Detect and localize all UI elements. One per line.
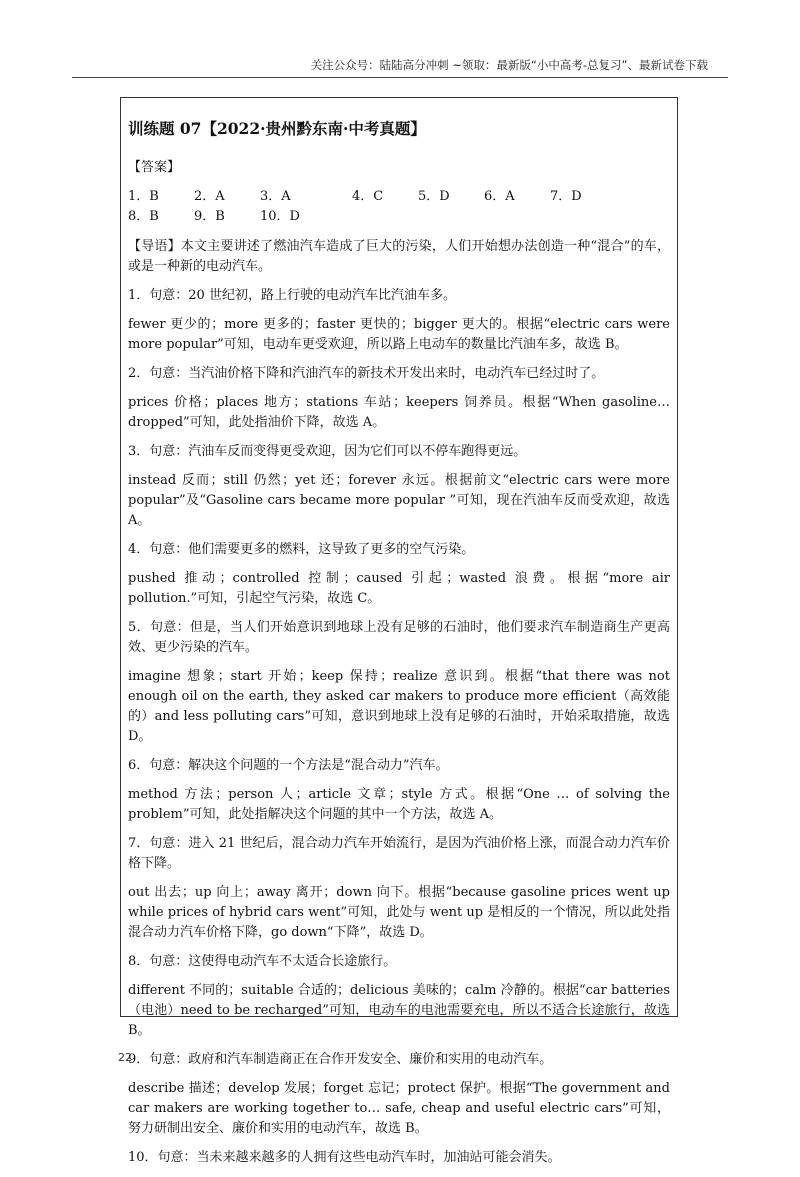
explanation-paragraph: 3．句意：汽油车反而变得更受欢迎，因为它们可以不停车跑得更远。 <box>128 444 527 459</box>
explanation-paragraph: out 出去；up 向上；away 离开；down 向下。根据“because gasoline prices went up while prices of hybrid cars went”可知，此处与 went up 是相反的一个情况，所以此处指混合动力汽车价格下降，go down“下降”，故选 D。 <box>128 885 670 940</box>
explanation-paragraph: 6．句意：解决这个问题的一个方法是“混合动力”汽车。 <box>128 758 449 773</box>
main-content <box>128 116 670 1177</box>
explanation-paragraph: method 方法；person 人；article 文章；style 方式。根据“One … of solving the problem”可知，此处指解决这个问题的其中一个方法，故选 A。 <box>128 787 670 822</box>
answer-item: 4．C <box>352 189 384 204</box>
header-divider <box>72 77 728 78</box>
explanation-paragraph: 9．句意：政府和汽车制造商正在合作开发安全、廉价和实用的电动汽车。 <box>128 1052 553 1067</box>
explanation-paragraph: describe 描述；develop 发展；forget 忘记；protect 保护。根据“The government and car makers are working together to… safe, cheap and useful electric cars”可知，努力研制出安全、廉价和实用的电动汽车，故选 B。 <box>128 1081 670 1136</box>
answer-item: 9．B <box>194 209 225 224</box>
answer-item: 7．D <box>550 189 582 204</box>
answer-item: 8．B <box>128 209 159 224</box>
answer-item: 1．B <box>128 189 159 204</box>
explanation-paragraph: 1．句意：20 世纪初，路上行驶的电动汽车比汽油车多。 <box>128 288 456 303</box>
explanation-paragraph: 8．句意：这使得电动汽车不太适合长途旅行。 <box>128 954 397 969</box>
answer-item: 10．D <box>260 209 300 224</box>
answer-item: 6．A <box>484 189 515 204</box>
explanation-paragraph: fewer 更少的；more 更多的；faster 更快的；bigger 更大的。根据“electric cars were more popular”可知，电动车更受欢迎，所以路上电动车的数量比汽油车多，故选 B。 <box>128 317 670 352</box>
explanation-paragraph: prices 价格；places 地方；stations 车站；keepers 饲养员。根据“When gasoline… dropped”可知，此处指油价下降，故选 A。 <box>128 395 670 430</box>
explanation-paragraph: different 不同的；suitable 合适的；delicious 美味的；calm 冷静的。根据“car batteries（电池）need to be recharged”可知，电动车的电池需要充电，所以不适合长途旅行，故选 B。 <box>128 983 670 1038</box>
answer-item: 5．D <box>418 189 450 204</box>
answer-label: 【答案】 <box>128 160 181 175</box>
explanation-paragraph: instead 反而；still 仍然；yet 还；forever 永远。根据前文“electric cars were more popular”及“Gasoline cars became more popular ”可知，现在汽油车反而受欢迎，故选 A。 <box>128 473 670 528</box>
answer-list <box>128 187 670 227</box>
page-title: 训练题 07【2022·贵州黔东南·中考真题】 <box>128 119 426 138</box>
explanation-paragraph: imagine 想象；start 开始；keep 保持；realize 意识到。根据“that there was not enough oil on the earth, they asked car makers to produce more efficient（高效能的）and less polluting cars”可知，意识到地球上没有足够的石油时，开始采取措施，故选 D。 <box>128 669 670 744</box>
answer-item: 3．A <box>260 189 291 204</box>
explanation-paragraph: 5．句意：但是，当人们开始意识到地球上没有足够的石油时，他们要求汽车制造商生产更高效、更少污染的汽车。 <box>128 620 670 655</box>
explanation-paragraph: 2．句意：当汽油价格下降和汽油汽车的新技术开发出来时，电动汽车已经过时了。 <box>128 366 605 381</box>
explanation-paragraph: 10．句意：当未来越来越多的人拥有这些电动汽车时，加油站可能会消失。 <box>128 1150 561 1165</box>
answer-item: 2．A <box>194 189 225 204</box>
explanation-paragraph: pushed 推动；controlled 控制；caused 引起；wasted 浪费。根据“more air pollution.”可知，引起空气污染，故选 C。 <box>128 571 670 606</box>
intro-paragraph: 【导语】本文主要讲述了燃油汽车造成了巨大的污染，人们开始想办法创造一种“混合”的车，或是一种新的电动汽车。 <box>128 239 670 274</box>
explanation-paragraph: 7．句意：进入 21 世纪后，混合动力汽车开始流行，是因为汽油价格上涨，而混合动力汽车价格下降。 <box>128 836 670 871</box>
page-number: 22 <box>118 1051 132 1064</box>
page-header: 关注公众号：陆陆高分冲刺 ~领取：最新版“小中高考-总复习”、最新试卷下载 <box>310 58 708 72</box>
explanation-paragraph: 4．句意：他们需要更多的燃料，这导致了更多的空气污染。 <box>128 542 475 557</box>
